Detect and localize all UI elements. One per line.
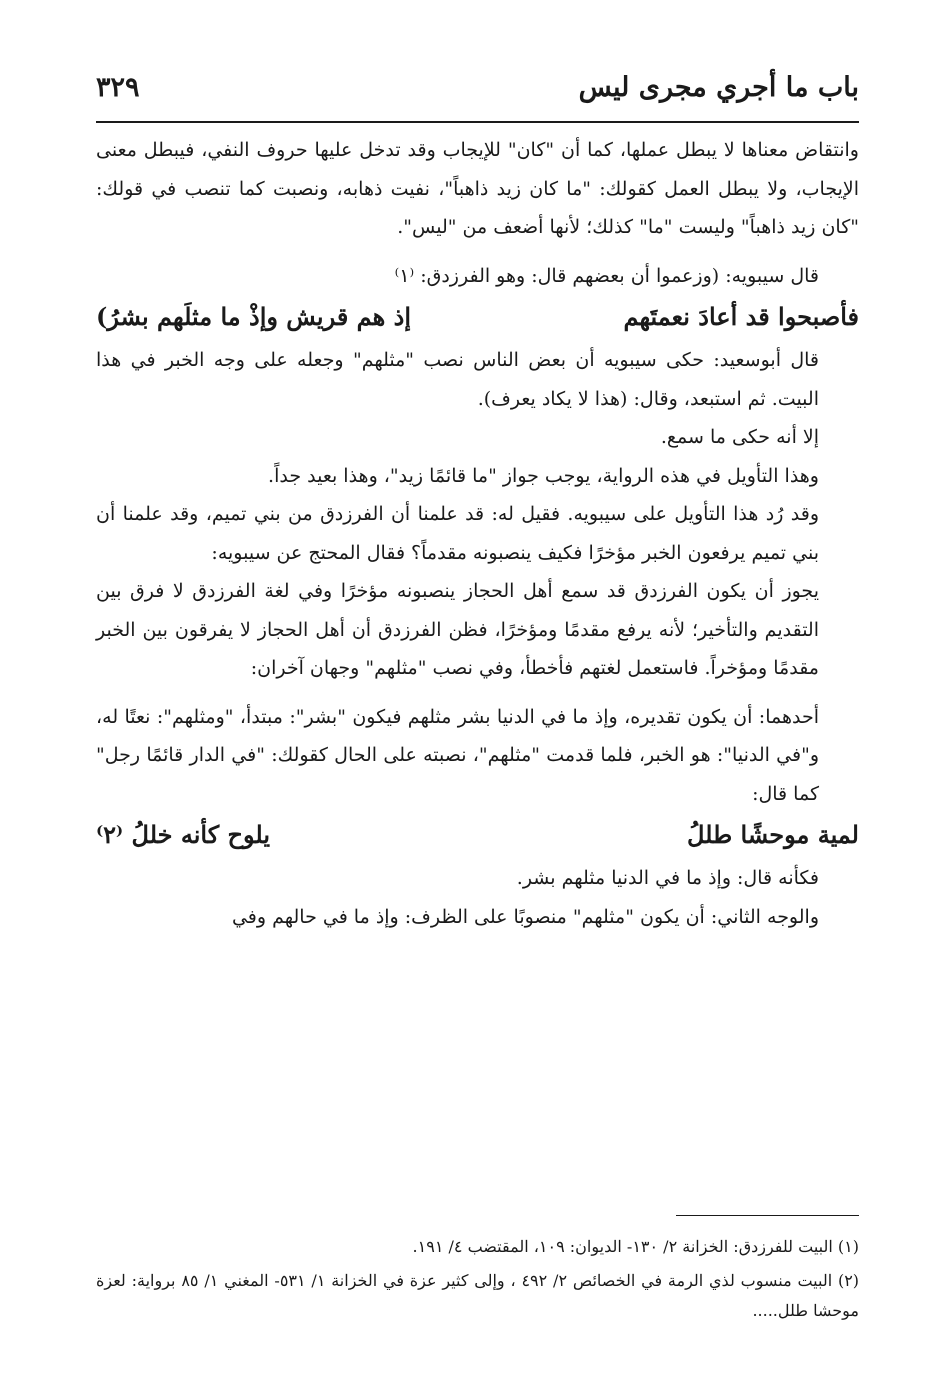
verse-line [96,297,859,337]
paragraph: وقد رُد هذا التأويل على سيبويه. فقيل له: قد علمنا أن الفرزدق من بني تميم، وقد علمنا أن بني تميم يرفعون الخبر مؤخرًا فكيف ينصبونه مقدماً؟ فقال المحتج عن سيبويه: [96,503,819,564]
paragraph-sibawayh-quote: قال سيبويه: (وزعموا أن بعضهم قال: وهو الفرزدق: ⁽١⁾ [394,264,819,287]
paragraph: يجوز أن يكون الفرزدق قد سمع أهل الحجاز ينصبونه مؤخرًا وفي لغة الفرزدق لا فرق بين التقديم والتأخير؛ لأنه يرفع مقدمًا ومؤخرًا، فظن الفرزدق أن أهل الحجاز لا يفرقون بين الخبر مقدمًا ومؤخراً. فاستعمل لغتهم فأخطأ، وفي نصب "مثلهم" وجهان آخران: [96,580,819,679]
verse-line [96,815,859,855]
verse-second-hemistich: إذ هم قريش وإذْ ما مثلَهم بشرُ) [96,302,411,331]
verse-first-hemistich: لمية موحشًا طللُ [686,820,859,849]
footnotes [96,1232,859,1330]
footnote-2: (٢) البيت منسوب لذي الرمة في الخصائص ٢/ ٤٩٢ ، وإلى كثير عزة في الخزانة ١/ ٥٣١- المغني ١/ ٨٥ برواية: لعزة موحشا طلل..... [96,1271,860,1320]
footnote-rule [676,1215,859,1216]
paragraph: فكأنه قال: وإذ ما في الدنيا مثلهم بشر. [516,867,819,889]
paragraph: إلا أنه حكى ما سمع. [660,426,819,448]
header-rule [96,121,859,123]
paragraph: وانتقاض معناها لا يبطل عملها، كما أن "كان" للإيجاب وقد تدخل عليها حروف النفي، فيبطل معنى الإيجاب، ولا يبطل العمل كقولك: "ما كان زيد ذاهباً"، نفيت ذهابه، ونصبت كما تنصب في قولك: "كان زيد ذاهباً" وليست "ما" كذلك؛ لأنها أضعف من "ليس". [96,139,859,238]
page-header [96,72,859,116]
spacer [96,688,859,698]
paragraph: قال أبوسعيد: حكى سيبويه أن بعض الناس نصب "مثلهم" وجعله على وجه الخبر في هذا البيت. ثم استبعد، وقال: (هذا لا يكاد يعرف). [96,349,819,410]
paragraph: أحدهما: أن يكون تقديره، وإذ ما في الدنيا بشر مثلهم فيكون "بشر": مبتدأ، "ومثلهم": نعتًا له، و"في الدنيا": هو الخبر، فلما قدمت "مثلهم"، نصبته على الحال كقولك: "في الدار قائمًا رجل" كما قال: [96,705,819,805]
spacer [96,247,859,257]
paragraph: وهذا التأويل في هذه الرواية، يوجب جواز "ما قائمًا زيد"، وهذا بعيد جداً. [268,464,819,487]
paragraph: والوجه الثاني: أن يكون "مثلهم" منصوبًا على الظرف: وإذ ما في حالهم وفي [231,905,819,928]
page-number: ٣٢٩ [96,72,140,103]
running-title: باب ما أجري مجرى ليس [578,72,859,103]
verse-first-hemistich: فأصبحوا قد أعادَ نعمتَهم [623,302,859,331]
footnote-1: (١) البيت للفرزدق: الخزانة ٢/ ١٣٠- الديوان: ١٠٩، المقتضب ٤/ ١٩١. [412,1237,859,1256]
main-text [96,131,859,936]
verse-second-hemistich: يلوح كأنه خللُ ⁽٢⁾ [96,820,271,849]
